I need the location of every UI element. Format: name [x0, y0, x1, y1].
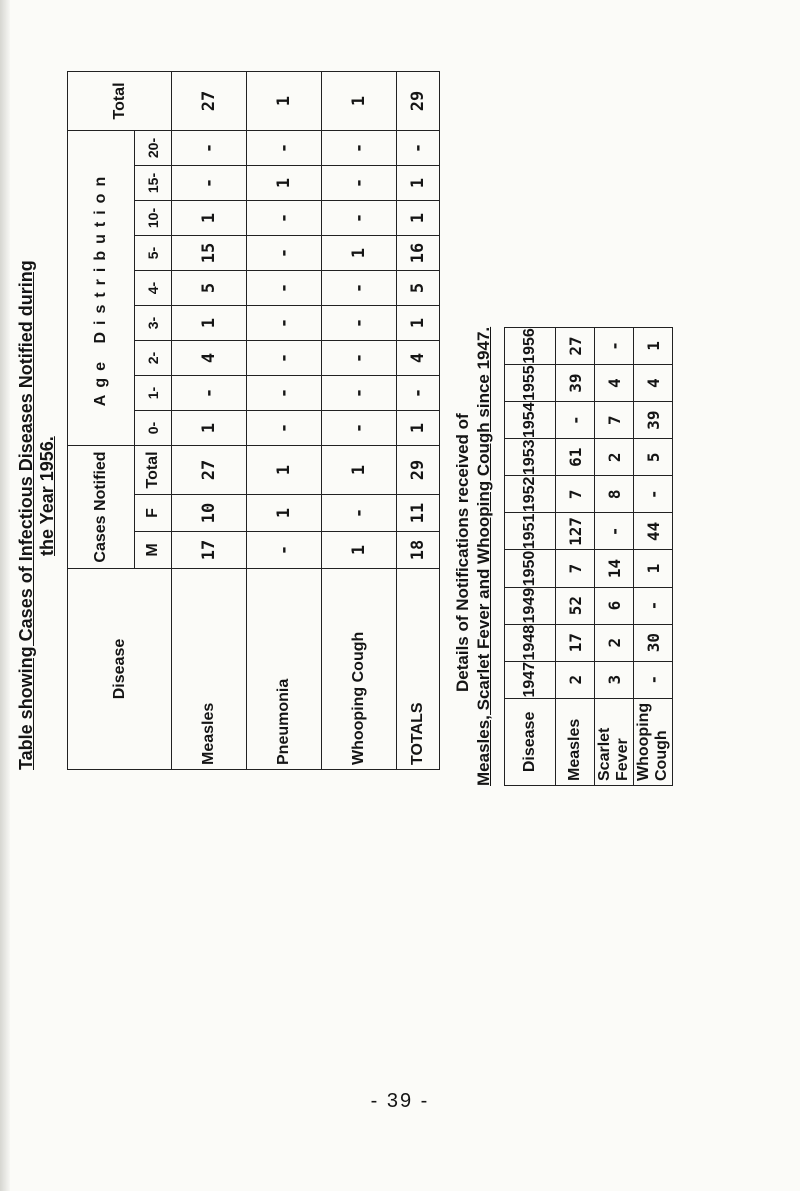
age-cell: -	[397, 131, 440, 166]
age-cell: -	[247, 271, 322, 306]
table2-row-whooping-cough	[634, 327, 673, 785]
disease-header: Disease	[68, 569, 172, 770]
notifications-table	[504, 327, 673, 786]
year-header: 1948	[505, 624, 556, 661]
year-value-cell: 7	[595, 402, 634, 439]
age-cell: 1	[397, 201, 440, 236]
female-cell: 10	[172, 495, 247, 532]
age-group-header: 1-	[135, 376, 172, 411]
age-cell: -	[247, 376, 322, 411]
year-value-cell: -	[595, 327, 634, 364]
year-header: 1950	[505, 550, 556, 587]
age-cell: -	[172, 131, 247, 166]
table-row-measles	[172, 72, 247, 770]
age-cell: 5	[172, 271, 247, 306]
age-cell: -	[322, 376, 397, 411]
age-cell: -	[172, 166, 247, 201]
year-value-cell: -	[634, 476, 673, 513]
table2-row-scarlet-fever	[595, 327, 634, 785]
age-cell: 1	[172, 201, 247, 236]
year-value-cell: -	[634, 661, 673, 698]
table-row-whooping-cough	[322, 72, 397, 770]
age-cell: -	[322, 341, 397, 376]
disease-name: Measles	[556, 698, 595, 785]
age-cell: -	[247, 131, 322, 166]
age-distribution-header: Age Distribution	[68, 131, 135, 446]
age-cell: -	[322, 306, 397, 341]
age-cell: -	[172, 376, 247, 411]
year-value-cell: 7	[556, 550, 595, 587]
female-cell: 11	[397, 495, 440, 532]
year-value-cell: 7	[556, 476, 595, 513]
age-cell: 1	[172, 411, 247, 446]
year-value-cell: 1	[634, 550, 673, 587]
year-value-cell: 8	[595, 476, 634, 513]
age-cell: -	[247, 201, 322, 236]
age-group-header: 5-	[135, 236, 172, 271]
infectious-diseases-table-block	[16, 71, 440, 770]
age-cell: 4	[397, 341, 440, 376]
table2-title-line1: Details of Notifications received of	[453, 413, 472, 692]
age-cell: -	[247, 341, 322, 376]
age-group-header: 0-	[135, 411, 172, 446]
age-cell: -	[397, 376, 440, 411]
cases-total-header: Total	[135, 446, 172, 495]
year-value-cell: 5	[634, 439, 673, 476]
disease-name: Whooping Cough	[322, 569, 397, 770]
cases-total-cell: 29	[397, 446, 440, 495]
year-value-cell: -	[595, 513, 634, 550]
age-group-header: 3-	[135, 306, 172, 341]
year-value-cell: 3	[595, 661, 634, 698]
disease-header: Disease	[505, 698, 556, 785]
age-cell: 1	[172, 306, 247, 341]
year-value-cell: 27	[556, 327, 595, 364]
year-value-cell: 4	[634, 365, 673, 402]
age-cell: 1	[397, 411, 440, 446]
table-row-pneumonia	[247, 72, 322, 770]
cases-notified-header: Cases Notified	[68, 446, 135, 569]
age-cell: 4	[172, 341, 247, 376]
table1-title-line1: Table showing Cases of Infectious Diseases Notified during	[16, 260, 36, 770]
age-cell: -	[247, 306, 322, 341]
infectious-diseases-table	[67, 71, 440, 770]
year-value-cell: 2	[556, 661, 595, 698]
cases-total-cell: 27	[172, 446, 247, 495]
year-header: 1947	[505, 661, 556, 698]
male-header: M	[135, 532, 172, 569]
year-value-cell: 39	[556, 365, 595, 402]
page-binding-shadow	[0, 0, 10, 1191]
cases-total-cell: 1	[322, 446, 397, 495]
grand-total-header: Total	[68, 72, 172, 131]
table2-title	[452, 327, 494, 786]
grand-total-cell: 1	[322, 72, 397, 131]
male-cell: 1	[322, 532, 397, 569]
age-group-header: 4-	[135, 271, 172, 306]
notifications-since-1947-block	[452, 327, 673, 786]
year-value-cell: 6	[595, 587, 634, 624]
year-header: 1951	[505, 513, 556, 550]
year-value-cell: 2	[595, 439, 634, 476]
totals-label: TOTALS	[397, 569, 440, 770]
age-group-header: 15-	[135, 166, 172, 201]
female-cell: 1	[247, 495, 322, 532]
disease-name: Pneumonia	[247, 569, 322, 770]
year-header: 1956	[505, 327, 556, 364]
age-cell: -	[322, 201, 397, 236]
female-cell: -	[322, 495, 397, 532]
year-value-cell: 1	[634, 327, 673, 364]
year-value-cell: -	[556, 402, 595, 439]
age-cell: 15	[172, 236, 247, 271]
age-cell: 1	[322, 236, 397, 271]
female-header: F	[135, 495, 172, 532]
male-cell: 18	[397, 532, 440, 569]
age-cell: -	[322, 411, 397, 446]
table1-title-line2: the Year 1956.	[37, 436, 57, 556]
year-header: 1953	[505, 439, 556, 476]
age-cell: 1	[397, 306, 440, 341]
disease-name: Whooping Cough	[634, 698, 673, 785]
year-value-cell: 30	[634, 624, 673, 661]
grand-total-cell: 1	[247, 72, 322, 131]
age-cell: 16	[397, 236, 440, 271]
year-header: 1949	[505, 587, 556, 624]
table2-header-row	[505, 327, 556, 785]
male-cell: 17	[172, 532, 247, 569]
age-cell: -	[247, 236, 322, 271]
year-header: 1952	[505, 476, 556, 513]
age-cell: -	[322, 166, 397, 201]
disease-name: Measles	[172, 569, 247, 770]
year-value-cell: 127	[556, 513, 595, 550]
year-header: 1954	[505, 402, 556, 439]
grand-total-cell: 29	[397, 72, 440, 131]
cases-total-cell: 1	[247, 446, 322, 495]
year-header: 1955	[505, 365, 556, 402]
year-value-cell: 61	[556, 439, 595, 476]
page-number: - 39 -	[370, 1090, 430, 1112]
year-value-cell: 39	[634, 402, 673, 439]
age-cell: 1	[247, 166, 322, 201]
age-group-header: 20-	[135, 131, 172, 166]
age-cell: -	[322, 271, 397, 306]
age-group-header: 10-	[135, 201, 172, 236]
table1-header-row	[68, 72, 135, 770]
age-cell: 5	[397, 271, 440, 306]
year-value-cell: -	[634, 587, 673, 624]
table2-title-line2: Measles, Scarlet Fever and Whooping Cough since 1947.	[474, 326, 493, 786]
year-value-cell: 17	[556, 624, 595, 661]
table2-row-measles	[556, 327, 595, 785]
age-cell: 1	[397, 166, 440, 201]
age-cell: -	[322, 131, 397, 166]
year-value-cell: 44	[634, 513, 673, 550]
grand-total-cell: 27	[172, 72, 247, 131]
year-value-cell: 52	[556, 587, 595, 624]
year-value-cell: 14	[595, 550, 634, 587]
male-cell: -	[247, 532, 322, 569]
age-cell: -	[247, 411, 322, 446]
year-value-cell: 4	[595, 365, 634, 402]
disease-name: Scarlet Fever	[595, 698, 634, 785]
year-value-cell: 2	[595, 624, 634, 661]
table-row-totals	[397, 72, 440, 770]
age-group-header: 2-	[135, 341, 172, 376]
table1-title	[16, 71, 58, 770]
